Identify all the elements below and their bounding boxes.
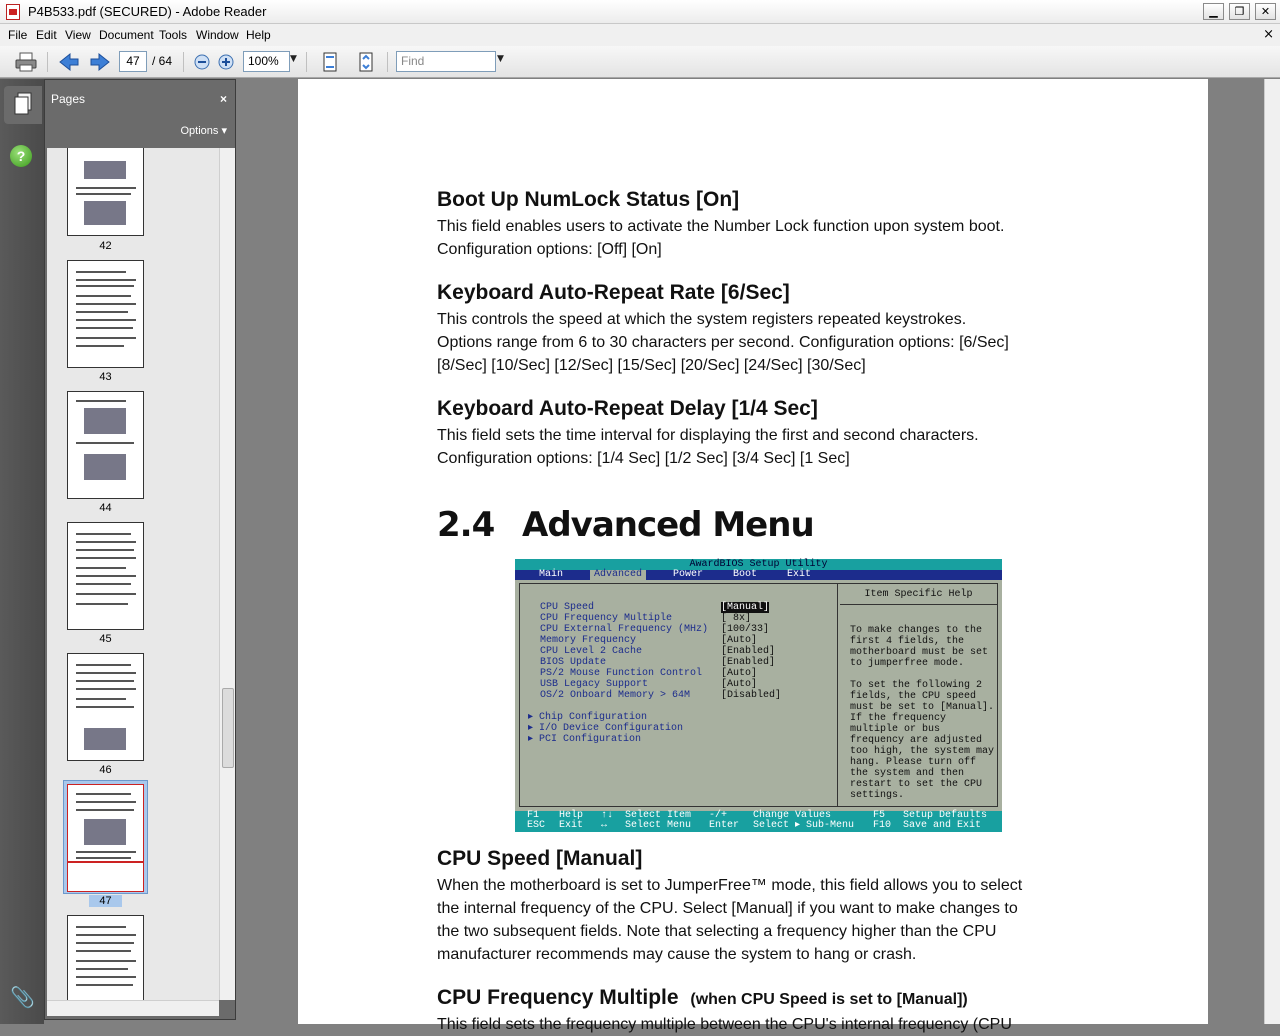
bios-key-desc: Setup Defaults: [903, 810, 988, 821]
bios-item-label: CPU Level 2 Cache: [540, 646, 643, 657]
bios-help-line: To set the following 2: [850, 680, 983, 691]
bios-item-label: CPU External Frequency (MHz): [540, 624, 709, 635]
bios-help-line: frequency are adjusted: [850, 735, 983, 746]
help-icon[interactable]: ?: [10, 145, 32, 167]
bios-screenshot: [515, 559, 1002, 832]
page-thumbnail-label: 47: [89, 895, 122, 907]
bios-key-desc: Exit: [559, 820, 584, 831]
pages-panel-title: Pages: [51, 92, 86, 106]
zoom-out-icon[interactable]: [191, 52, 213, 72]
attachments-icon[interactable]: 📎: [10, 985, 35, 1009]
print-icon[interactable]: [15, 52, 37, 72]
paragraph-line: Options range from 6 to 30 characters per second. Configuration options: [6/Sec]: [437, 334, 1009, 351]
page-thumbnail[interactable]: [67, 260, 144, 368]
find-input[interactable]: Find: [396, 51, 496, 72]
paragraph-line: This field sets the time interval for displaying the first and second characters.: [437, 427, 979, 444]
bios-key: Enter: [709, 820, 740, 831]
bios-item-label: CPU Frequency Multiple: [540, 613, 673, 624]
bios-item-label: BIOS Update: [540, 657, 607, 668]
bios-item-value-selected: [Manual]: [721, 602, 770, 613]
zoom-in-icon[interactable]: [215, 52, 237, 72]
thumbnail-scrollbar-thumb[interactable]: [222, 688, 234, 768]
heading-cpu-frequency-text: CPU Frequency Multiple: [437, 986, 679, 1009]
fit-width-icon[interactable]: [355, 52, 377, 72]
page-number-input[interactable]: 47: [119, 51, 147, 72]
fit-page-icon[interactable]: [319, 52, 341, 72]
bios-item-label: PS/2 Mouse Function Control: [540, 668, 703, 679]
page-thumbnail-label: 45: [99, 633, 112, 645]
toolbar-separator: [387, 52, 388, 72]
menu-window[interactable]: Window: [196, 28, 239, 42]
bios-help-line: to jumperfree mode.: [850, 658, 965, 669]
heading-repeat-delay: Keyboard Auto-Repeat Delay [1/4 Sec]: [437, 397, 818, 420]
bios-submenu: ▸ I/O Device Configuration: [528, 723, 684, 734]
section-title: Advanced Menu: [522, 505, 814, 545]
page-thumbnail[interactable]: [67, 522, 144, 630]
pdf-file-icon: [6, 4, 20, 20]
heading-cpu-frequency-note: (when CPU Speed is set to [Manual]): [690, 991, 968, 1008]
bios-help-line: the system and then: [850, 768, 965, 779]
bios-item-label: Memory Frequency: [540, 635, 637, 646]
bios-help-line: motherboard must be set: [850, 647, 989, 658]
pages-tab[interactable]: [4, 86, 42, 124]
bios-item-value: [Auto]: [721, 679, 758, 690]
find-dropdown-icon[interactable]: ▼: [497, 54, 504, 64]
menu-view[interactable]: View: [65, 28, 91, 42]
page-thumbnail-current[interactable]: [67, 784, 144, 892]
bios-key-desc: Select Item: [625, 810, 692, 821]
bios-menu-bar: [515, 570, 1002, 580]
zoom-level-input[interactable]: 100%: [243, 51, 290, 72]
title-bar: [0, 0, 1280, 24]
bios-submenu: ▸ PCI Configuration: [528, 734, 642, 745]
bios-help-line: To make changes to the: [850, 625, 983, 636]
bios-key-desc: Select Menu: [625, 820, 692, 831]
bios-help-title: Item Specific Help: [840, 589, 997, 605]
bios-key: ESC: [527, 820, 546, 831]
bios-help-line: multiple or bus: [850, 724, 941, 735]
bios-key: F5: [873, 810, 886, 821]
paragraph-line: the internal frequency of the CPU. Select [Manual] if you want to make changes to: [437, 900, 1018, 917]
bios-menu-item: Boot: [733, 569, 758, 580]
heading-repeat-rate: Keyboard Auto-Repeat Rate [6/Sec]: [437, 281, 790, 304]
minimize-button[interactable]: ▁: [1203, 3, 1224, 20]
pages-icon: [13, 92, 33, 116]
document-scrollbar[interactable]: [1264, 79, 1280, 1024]
total-pages: / 64: [152, 54, 173, 68]
paragraph-line: This controls the speed at which the system registers repeated keystrokes.: [437, 311, 967, 328]
bios-key: ↑↓: [601, 810, 614, 821]
menu-bar: [0, 24, 1280, 46]
navigation-pane-strip: [0, 79, 44, 1024]
paragraph-line: This field sets the frequency multiple between the CPU's internal frequency (CPU: [437, 1016, 1012, 1033]
paragraph-line: This field enables users to activate the Number Lock function upon system boot.: [437, 218, 1005, 235]
previous-page-icon[interactable]: [58, 52, 80, 72]
bios-key: F1: [527, 810, 540, 821]
bios-help-spacer: [850, 669, 998, 680]
close-button[interactable]: ✕: [1255, 3, 1276, 20]
paragraph-line: the two subsequent fields. Note that selecting a frequency higher than the CPU: [437, 923, 997, 940]
toolbar: [0, 46, 1280, 78]
bios-item-value: [Auto]: [721, 668, 758, 679]
page-thumbnail[interactable]: [67, 915, 144, 1000]
bios-submenu: ▸ Chip Configuration: [528, 712, 648, 723]
pdf-page: [298, 79, 1208, 1033]
bios-item-value: [Enabled]: [721, 657, 776, 668]
menu-edit[interactable]: Edit: [36, 28, 57, 42]
menu-file[interactable]: File: [8, 28, 28, 42]
close-document-icon[interactable]: ×: [1263, 27, 1274, 42]
bios-key: F10: [873, 820, 892, 831]
page-thumbnail[interactable]: [67, 148, 144, 236]
bios-title: AwardBIOS Setup Utility: [515, 559, 1002, 570]
thumbnail-horizontal-scrollbar[interactable]: [47, 1000, 219, 1016]
bios-item-label: CPU Speed: [540, 602, 595, 613]
heading-cpu-speed: CPU Speed [Manual]: [437, 847, 643, 870]
toolbar-separator: [306, 52, 307, 72]
bios-item-value: [Disabled]: [721, 690, 782, 701]
bios-key-desc: Help: [559, 810, 584, 821]
section-number: 2.4: [437, 505, 495, 545]
paragraph-line: manufacturer recommends may cause the system to hang or crash.: [437, 946, 917, 963]
bios-key-desc: Change Values: [753, 810, 832, 821]
window-title: P4B533.pdf (SECURED) - Adobe Reader: [28, 4, 267, 19]
thumbnail-list: [47, 148, 219, 1000]
page-thumbnail[interactable]: [67, 391, 144, 499]
bios-item-value: [100/33]: [721, 624, 770, 635]
bios-key-desc: Select ▸ Sub-Menu: [753, 820, 855, 831]
bios-help-line: If the frequency: [850, 713, 947, 724]
bios-key: -/+: [709, 810, 728, 821]
bios-help-line: first 4 fields, the: [850, 636, 965, 647]
heading-numlock: Boot Up NumLock Status [On]: [437, 188, 740, 211]
pages-panel-close-icon[interactable]: ×: [219, 92, 227, 106]
paragraph-line: [8/Sec] [10/Sec] [12/Sec] [15/Sec] [20/Sec] [24/Sec] [30/Sec]: [437, 357, 866, 374]
bios-footer: [515, 811, 1002, 832]
paragraph-line: Configuration options: [Off] [On]: [437, 241, 662, 258]
pages-panel-header: [45, 80, 235, 148]
zoom-dropdown-icon[interactable]: ▼: [290, 54, 297, 64]
menu-tools[interactable]: Tools: [159, 28, 188, 42]
bios-item-value: [Auto]: [721, 635, 758, 646]
bios-help-text: [850, 625, 998, 801]
bios-menu-item: Exit: [787, 569, 812, 580]
bios-menu-item-selected: Advanced: [590, 570, 646, 580]
bios-item-label: OS/2 Onboard Memory > 64M: [540, 690, 691, 701]
bios-help-line: too high, the system may: [850, 746, 995, 757]
bios-item-value: [Enabled]: [721, 646, 776, 657]
toolbar-separator: [47, 52, 48, 72]
menu-help[interactable]: Help: [246, 28, 271, 42]
paragraph-line: Configuration options: [1/4 Sec] [1/2 Sec] [3/4 Sec] [1 Sec]: [437, 450, 850, 467]
bios-menu-item: Main: [539, 569, 564, 580]
bios-menu-item: Power: [673, 569, 704, 580]
page-thumbnail-label: 43: [99, 371, 112, 383]
bios-help-line: hang. Please turn off: [850, 757, 977, 768]
bios-divider: [837, 583, 838, 807]
bios-key: ↔: [601, 820, 608, 831]
bios-key-desc: Save and Exit: [903, 820, 982, 831]
bios-help-line: fields, the CPU speed: [850, 691, 977, 702]
page-thumbnail-label: 42: [99, 240, 112, 252]
bios-help-line: restart to set the CPU: [850, 779, 983, 790]
toolbar-separator: [183, 52, 184, 72]
menu-document[interactable]: Document: [99, 28, 154, 42]
pages-panel: [44, 79, 236, 1020]
page-thumbnail-label: 46: [99, 764, 112, 776]
page-thumbnail[interactable]: [67, 653, 144, 761]
paragraph-line: When the motherboard is set to JumperFree™ mode, this field allows you to select: [437, 877, 1023, 894]
next-page-icon[interactable]: [89, 52, 111, 72]
bios-help-line: settings.: [850, 790, 905, 801]
pages-options-menu[interactable]: Options ▾: [180, 125, 227, 137]
page-thumbnail-label: 44: [99, 502, 112, 514]
heading-cpu-frequency: [437, 986, 968, 1010]
thumbnail-scrollbar[interactable]: [219, 148, 235, 1000]
bios-help-line: must be set to [Manual].: [850, 702, 995, 713]
bios-item-value: [ 8x]: [721, 613, 752, 624]
bios-item-label: USB Legacy Support: [540, 679, 649, 690]
restore-button[interactable]: ❐: [1229, 3, 1250, 20]
